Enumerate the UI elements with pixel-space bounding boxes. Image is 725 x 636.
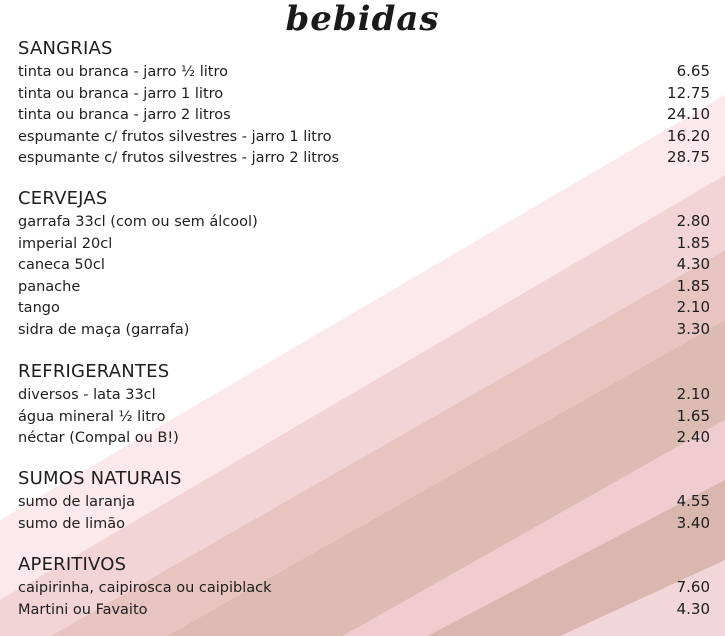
item-price: 2.80 (676, 212, 710, 230)
item-name: caipirinha, caipirosca ou caipiblack (18, 580, 272, 596)
item-price: 24.10 (667, 105, 710, 123)
item-name: tinta ou branca - jarro 2 litros (18, 107, 231, 123)
item-name: sidra de maça (garrafa) (18, 321, 190, 338)
section-sumos-naturais (18, 468, 710, 534)
section-heading: APERITIVOS (18, 554, 127, 575)
menu-item (18, 599, 710, 621)
item-name: espumante c/ frutos silvestres - jarro 2 litros (18, 150, 340, 166)
item-name: água mineral ½ litro (18, 408, 166, 425)
item-price: 16.20 (667, 126, 710, 145)
item-price: 1.85 (676, 233, 710, 252)
item-name: imperial 20cl (18, 235, 113, 252)
menu-item (18, 61, 710, 83)
item-name: sumo de laranja (18, 494, 135, 510)
menu-item (18, 211, 710, 233)
item-price: 2.40 (676, 428, 710, 446)
section-heading: SUMOS NATURAIS (18, 468, 182, 489)
item-name: sumo de limão (18, 515, 126, 532)
item-name: tango (18, 300, 60, 316)
item-price: 1.85 (676, 276, 710, 295)
menu-item (18, 491, 710, 513)
section-refrigerantes (18, 361, 710, 449)
item-price: 4.30 (676, 255, 710, 273)
menu-item (18, 233, 710, 255)
item-price: 4.55 (676, 492, 710, 510)
page-title: bebidas (285, 0, 440, 39)
item-name: panache (18, 278, 81, 295)
section-cervejas (18, 188, 710, 340)
item-name: diversos - lata 33cl (18, 387, 156, 403)
menu-item (18, 319, 710, 341)
item-price: 12.75 (667, 83, 710, 102)
item-name: néctar (Compal ou B!) (18, 430, 179, 446)
item-name: tinta ou branca - jarro ½ litro (18, 64, 228, 80)
section-aperitivos (18, 554, 710, 620)
item-price: 28.75 (667, 148, 710, 166)
item-price: 2.10 (676, 298, 710, 316)
section-heading: SANGRIAS (18, 38, 113, 59)
item-price: 2.10 (676, 385, 710, 403)
menu-item (18, 384, 710, 406)
menu-item (18, 276, 710, 298)
item-name: tinta ou branca - jarro 1 litro (18, 85, 224, 102)
menu-item (18, 126, 710, 148)
menu-item (18, 147, 710, 169)
item-price: 7.60 (676, 578, 710, 596)
menu-item (18, 83, 710, 105)
item-price: 1.65 (676, 406, 710, 425)
item-name: caneca 50cl (18, 257, 105, 273)
menu-item (18, 577, 710, 599)
menu-item (18, 406, 710, 428)
item-price: 4.30 (676, 599, 710, 618)
menu-item (18, 254, 710, 276)
menu-item (18, 513, 710, 535)
item-name: Martini ou Favaito (18, 601, 148, 618)
section-heading: CERVEJAS (18, 188, 108, 209)
item-name: garrafa 33cl (com ou sem álcool) (18, 214, 258, 230)
menu-item (18, 427, 710, 449)
section-sangrias (18, 38, 710, 169)
item-price: 3.30 (676, 319, 710, 338)
item-price: 6.65 (676, 62, 710, 80)
menu-item (18, 297, 710, 319)
item-price: 3.40 (676, 513, 710, 532)
section-heading: REFRIGERANTES (18, 361, 170, 382)
item-name: espumante c/ frutos silvestres - jarro 1 litro (18, 128, 332, 145)
menu-item (18, 104, 710, 126)
